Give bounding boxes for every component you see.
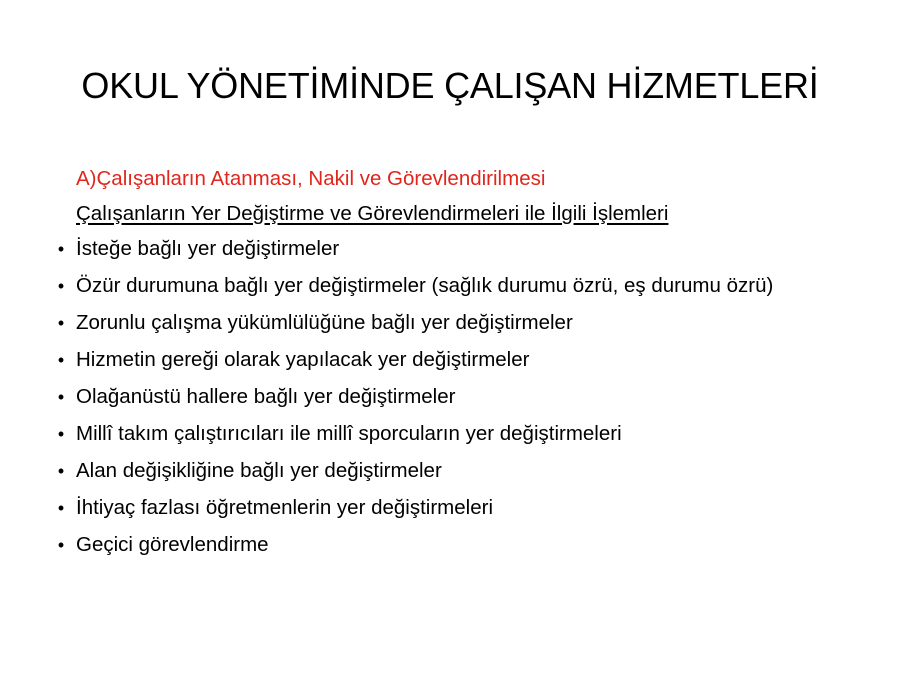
bullet-text: Geçici görevlendirme (76, 533, 269, 556)
bullet-icon: • (57, 461, 65, 481)
bullet-text: Alan değişikliğine bağlı yer değiştirmeler (76, 459, 442, 482)
bullet-item (52, 310, 852, 336)
bullet-icon: • (57, 498, 65, 518)
bullet-text: Özür durumuna bağlı yer değiştirmeler (sağlık durumu özrü, eş durumu özrü) (76, 274, 774, 297)
bullet-list (52, 236, 852, 558)
bullet-item (52, 532, 852, 558)
bullet-text: Hizmetin gereği olarak yapılacak yer değiştirmeler (76, 348, 530, 371)
bullet-item (52, 458, 852, 484)
bullet-item (52, 236, 852, 262)
bullet-text: İhtiyaç fazlası öğretmenlerin yer değiştirmeleri (76, 496, 493, 519)
slide-title: OKUL YÖNETİMİNDE ÇALIŞAN HİZMETLERİ (81, 65, 819, 106)
bullet-text: Millî takım çalıştırıcıları ile millî sporcuların yer değiştirmeleri (76, 422, 622, 445)
bullet-item (52, 347, 852, 373)
subheading: Çalışanların Yer Değiştirme ve Görevlendirmeleri ile İlgili İşlemleri (76, 202, 669, 225)
bullet-item (52, 273, 852, 299)
bullet-icon: • (57, 239, 65, 259)
bullet-item (52, 495, 852, 521)
subheading-line (52, 201, 852, 227)
bullet-icon: • (57, 424, 65, 444)
section-heading: A)Çalışanların Atanması, Nakil ve Görevlendirilmesi (76, 167, 546, 190)
bullet-icon: • (57, 387, 65, 407)
bullet-text: Olağanüstü hallere bağlı yer değiştirmeler (76, 385, 456, 408)
bullet-icon: • (57, 350, 65, 370)
bullet-icon: • (57, 535, 65, 555)
slide-content (52, 166, 852, 569)
bullet-icon: • (57, 313, 65, 333)
bullet-item (52, 421, 852, 447)
bullet-text: İsteğe bağlı yer değiştirmeler (76, 237, 340, 260)
bullet-item (52, 384, 852, 410)
bullet-text: Zorunlu çalışma yükümlülüğüne bağlı yer değiştirmeler (76, 311, 573, 334)
bullet-icon: • (57, 276, 65, 296)
